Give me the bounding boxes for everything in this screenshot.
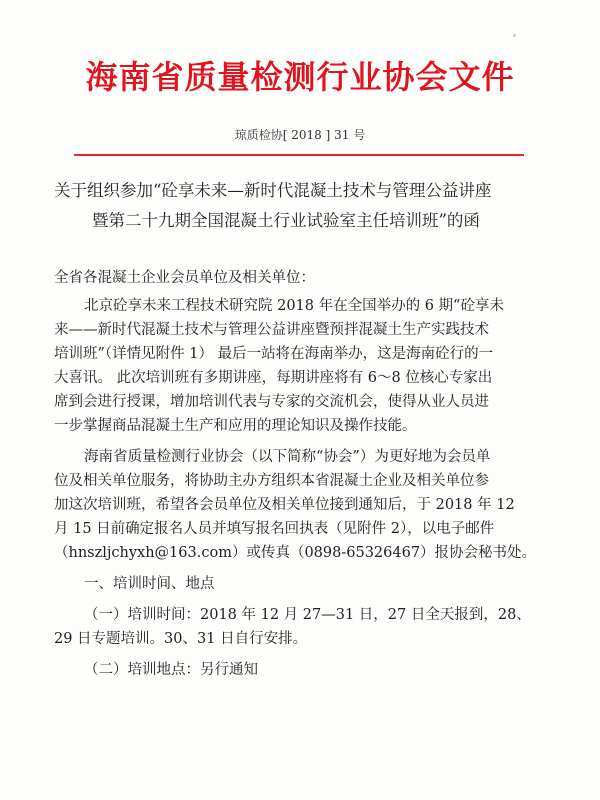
- paragraph-line: 海南省质量检测行业协会（以下简称“协会”）为更好地为会员单: [84, 449, 491, 465]
- salutation: 全省各混凝土企业会员单位及相关单位：: [54, 270, 315, 286]
- paragraph-line: 位及相关单位服务，将协助主办方组织本省混凝土企业及相关单位参: [54, 473, 489, 489]
- paragraph-line: 大喜讯。 此次培训班有多期讲座，每期讲座将有 6～8 位核心专家出: [54, 370, 493, 386]
- paragraph-line: 北京砼享未来工程技术研究院 2018 年在全国举办的 6 期“砼享未: [84, 298, 504, 314]
- document-body: [54, 294, 559, 689]
- paragraph-line: （hnszljchyxh@163.com）或传真（0898-65326467）报协会秘书处。: [54, 545, 537, 561]
- document-header-title: 海南省质量检测行业协会文件: [85, 58, 515, 96]
- subject-line-2: 暨第二十九期全国混凝土行业试验室主任培训班”的函: [92, 211, 480, 230]
- paragraph-line: 席到会进行授课，增加培训代表与专家的交流机会，使得从业人员进: [54, 394, 489, 410]
- subject-line-1: 关于组织参加“砼享未来—新时代混凝土技术与管理公益讲座: [54, 181, 492, 200]
- paragraph-line: 加这次培训班，希望各会员单位及相关单位接到通知后，于 2018 年 12: [54, 497, 515, 513]
- document-subject: [54, 176, 554, 236]
- paragraph-line: 来——新时代混凝土技术与管理公益讲座暨预拌混凝土生产实践技术: [54, 322, 489, 338]
- paragraph-line: 一步掌握商品混凝土生产和应用的理论知识及操作技能。: [54, 418, 417, 434]
- paragraph-line: 月 15 日前确定报名人员并填写报名回执表（见附件 2），以电子邮件: [54, 521, 495, 537]
- document-number: 琼质检协[ 2018 ] 31 号: [234, 128, 366, 142]
- paragraph-1: [54, 294, 559, 438]
- section-heading-training-time-place: 一、培训时间、地点: [84, 576, 215, 592]
- scan-speck: [513, 34, 516, 37]
- header-divider: [74, 154, 524, 156]
- paragraph-2: [54, 445, 559, 565]
- item-line: （一）培训时间：2018 年 12 月 27—31 日，27 日全天报到，28、: [84, 607, 531, 623]
- item-training-time: [54, 603, 559, 651]
- paragraph-line: 培训班”（详情见附件 1） 最后一站将在海南举办，这是海南砼行的一: [54, 346, 494, 362]
- item-line: 29 日专题培训。30、31 日自行安排。: [54, 631, 308, 647]
- item-training-location: （二）培训地点：另行通知: [84, 662, 258, 678]
